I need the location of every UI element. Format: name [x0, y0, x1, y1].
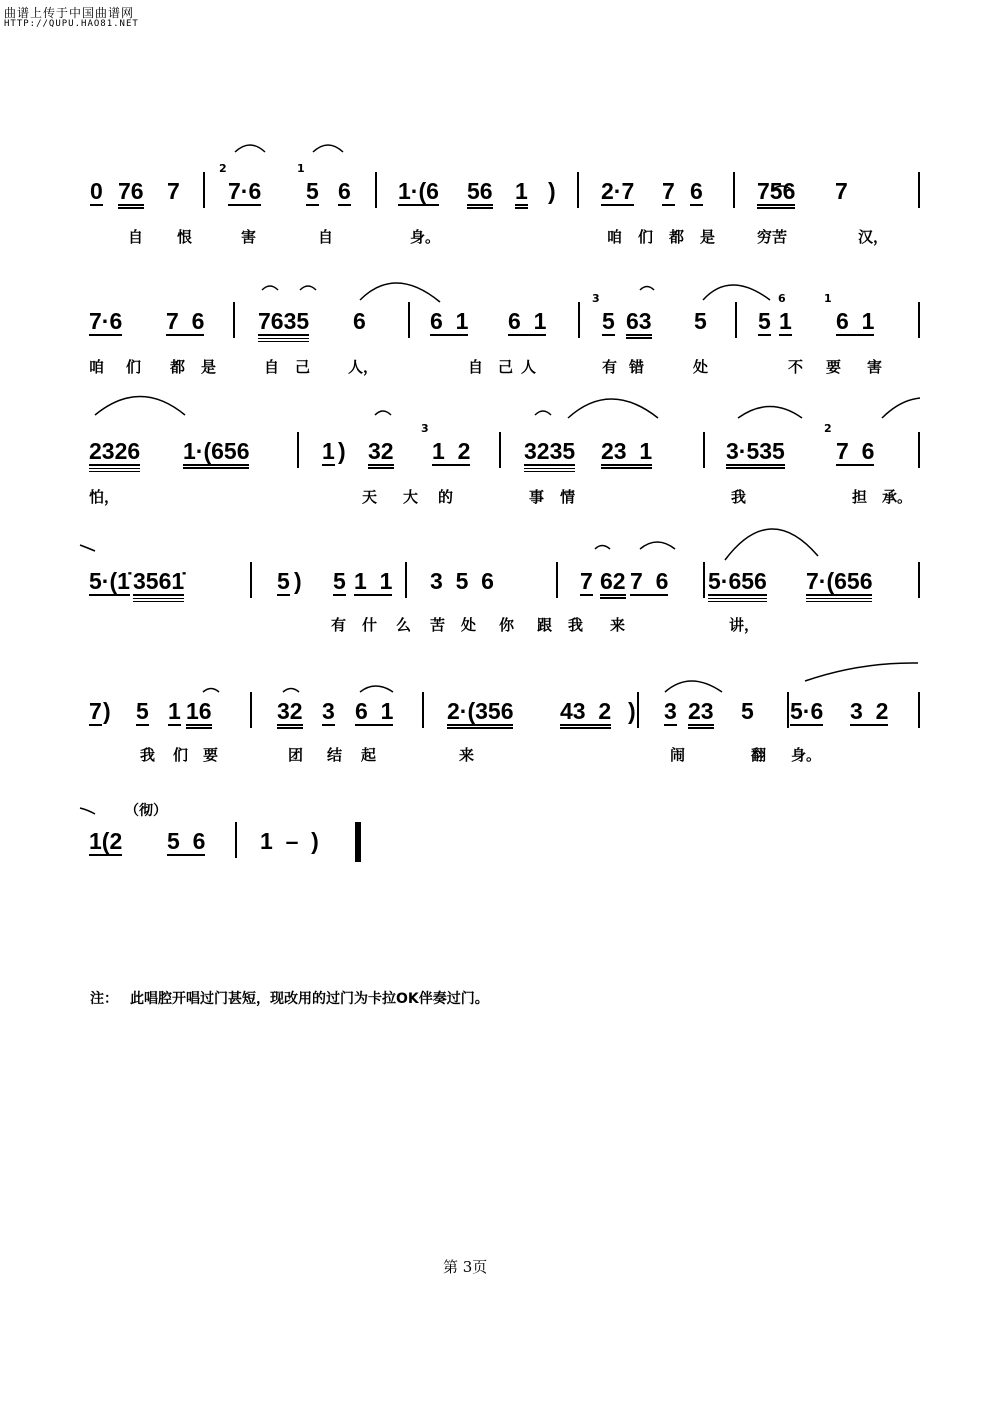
- note-group: 3235: [524, 438, 576, 464]
- grace-note: 2: [219, 162, 227, 175]
- lyric: 自: [264, 358, 280, 376]
- lyric: 都: [170, 358, 186, 376]
- note-group: 1: [515, 178, 528, 209]
- lyric: 自: [318, 228, 334, 246]
- grace-note: 1: [297, 162, 305, 175]
- note-group: 7: [89, 698, 102, 724]
- note-group: 5: [741, 698, 754, 724]
- lyric: 闹: [670, 746, 686, 764]
- note-group: 6 1: [430, 308, 469, 334]
- lyric: 咱: [89, 358, 105, 376]
- lyric: 的: [438, 488, 454, 506]
- note-group: 5·6: [790, 698, 824, 724]
- lyric: 咱: [607, 228, 623, 246]
- grace-note: 3: [421, 422, 429, 435]
- lyric: 要: [826, 358, 842, 376]
- lyric: 大: [403, 488, 419, 506]
- note-group: 7: [580, 568, 593, 594]
- lyric: 团: [288, 746, 304, 764]
- lyric: 来: [610, 616, 626, 634]
- lyric: 起: [361, 746, 377, 764]
- note-group: 2326: [89, 438, 141, 464]
- lyric: 恨: [177, 228, 193, 246]
- note-group: 7·6: [228, 178, 262, 204]
- lyric: 我: [731, 488, 747, 506]
- lyric: 处: [693, 358, 709, 376]
- note-group: 1 2: [432, 438, 471, 464]
- note-group: 1: [779, 308, 792, 334]
- note-group: 1·(656: [183, 438, 249, 469]
- note-group: 56: [467, 178, 493, 209]
- lyric: 有: [331, 616, 347, 634]
- note-group: 1: [168, 698, 181, 724]
- lyric: 穷苦: [757, 228, 788, 246]
- lyric: 苦: [430, 616, 446, 634]
- grace-note: 2: [824, 422, 832, 435]
- lyric: 们: [638, 228, 654, 246]
- note-group: 5: [333, 568, 346, 594]
- footnote-label: 注：: [90, 991, 118, 1007]
- lyric: 错: [629, 358, 645, 376]
- lyric: 己: [498, 358, 514, 376]
- lyric: 跟: [537, 616, 553, 634]
- lyric: 人: [521, 358, 537, 376]
- note-group: 0: [90, 178, 103, 204]
- grace-note: 1: [824, 292, 832, 305]
- watermark-title: 曲谱上传于中国曲谱网: [4, 6, 135, 20]
- footnote-text: 此唱腔开唱过门甚短，现改用的过门为卡拉OK伴奏过门。: [130, 991, 489, 1007]
- lyric: 我: [140, 746, 156, 764]
- note-group: 6: [338, 178, 351, 204]
- lyric: 担: [852, 488, 868, 506]
- lyric: 结: [327, 746, 343, 764]
- note-group: 1 1: [354, 568, 393, 594]
- lyric: 害: [241, 228, 257, 246]
- grace-note: 3: [592, 292, 600, 305]
- watermark-url: HTTP://QUPU.HAO81.NET: [4, 19, 139, 29]
- lyric: 讲，: [729, 616, 760, 634]
- note-group: 6 1: [508, 308, 547, 334]
- note-group: 7: [835, 178, 848, 204]
- note-group: 5 6: [167, 828, 206, 854]
- note-group: 32: [368, 438, 394, 469]
- lyric: 是: [700, 228, 716, 246]
- lyric: 事: [529, 488, 545, 506]
- lyric: 不: [788, 358, 804, 376]
- lyric: 有: [602, 358, 618, 376]
- note-group: 6 1: [355, 698, 394, 724]
- note-group: 2·7: [601, 178, 635, 204]
- page-number: 第 3页: [443, 1258, 488, 1276]
- lyric: 是: [201, 358, 217, 376]
- lyric: 自: [468, 358, 484, 376]
- note-group: ): [338, 438, 346, 464]
- note-group: 7 6: [166, 308, 205, 334]
- note-group: 7·(656: [806, 568, 873, 594]
- lyric: 要: [203, 746, 219, 764]
- note-group: ): [103, 698, 111, 724]
- note-group: 3 5 6: [430, 568, 494, 594]
- note-group: 3: [322, 698, 335, 724]
- lyric: 身。: [410, 228, 441, 246]
- note-group: 6: [353, 308, 366, 334]
- note-group: 1: [322, 438, 335, 464]
- note-group: 23 1: [601, 438, 652, 469]
- lyric: 自: [128, 228, 144, 246]
- lyric: 处: [461, 616, 477, 634]
- note-group: 5: [136, 698, 149, 724]
- note-group: 6 1: [836, 308, 875, 334]
- lyric: 情: [560, 488, 576, 506]
- lyric: 害: [867, 358, 883, 376]
- note-group: 5: [602, 308, 615, 334]
- note-group: 7 6: [630, 568, 669, 594]
- note-group: 43 2: [560, 698, 611, 729]
- ending-mark: （彻）: [125, 803, 167, 819]
- note-group: 5: [306, 178, 319, 204]
- lyric: 天: [362, 488, 378, 506]
- note-group: 1·(6: [398, 178, 439, 204]
- note-group: 23: [688, 698, 714, 729]
- note-group: 32: [277, 698, 303, 729]
- note-group: ): [294, 568, 302, 594]
- lyric: 翻: [751, 746, 767, 764]
- lyric: 人，: [348, 358, 379, 376]
- lyric: 汉，: [858, 228, 889, 246]
- note-group: 5: [758, 308, 771, 334]
- note-group: 3561̇: [133, 568, 185, 594]
- note-group: 7: [662, 178, 675, 204]
- note-group: 7635: [258, 308, 310, 334]
- note-group: ): [548, 178, 556, 204]
- note-group: 3·535: [726, 438, 785, 469]
- lyric: 来: [459, 746, 475, 764]
- lyric: 我: [568, 616, 584, 634]
- note-group: 1 – ): [260, 828, 319, 854]
- lyric: 身。: [791, 746, 822, 764]
- note-group: 3: [664, 698, 677, 724]
- note-group: 2·(356: [447, 698, 513, 729]
- note-group: 756: [757, 178, 795, 209]
- note-group: 7·6: [89, 308, 123, 334]
- note-group: 16: [186, 698, 212, 729]
- note-group: 7: [167, 178, 180, 204]
- note-group: 1(2: [89, 828, 123, 854]
- note-group: 5·656: [708, 568, 767, 594]
- note-group: 7 6: [836, 438, 875, 464]
- lyric: 们: [173, 746, 189, 764]
- lyric: 你: [499, 616, 515, 634]
- lyric: 什: [362, 616, 378, 634]
- lyric: 己: [295, 358, 311, 376]
- lyric: 都: [669, 228, 685, 246]
- note-group: 5·(1̇: [89, 568, 130, 594]
- note-group: 76: [118, 178, 144, 209]
- note-group: 62: [600, 568, 626, 599]
- note-group: 5: [277, 568, 290, 594]
- lyric: 怕，: [89, 488, 120, 506]
- lyric: 么: [396, 616, 412, 634]
- note-group: 63: [626, 308, 652, 339]
- lyric: 们: [126, 358, 142, 376]
- note-group: ): [628, 698, 636, 724]
- lyric: 承。: [882, 488, 913, 506]
- note-group: 5: [694, 308, 707, 334]
- note-group: 3 2: [850, 698, 889, 724]
- grace-note: 6: [778, 292, 786, 305]
- note-group: 6: [690, 178, 703, 204]
